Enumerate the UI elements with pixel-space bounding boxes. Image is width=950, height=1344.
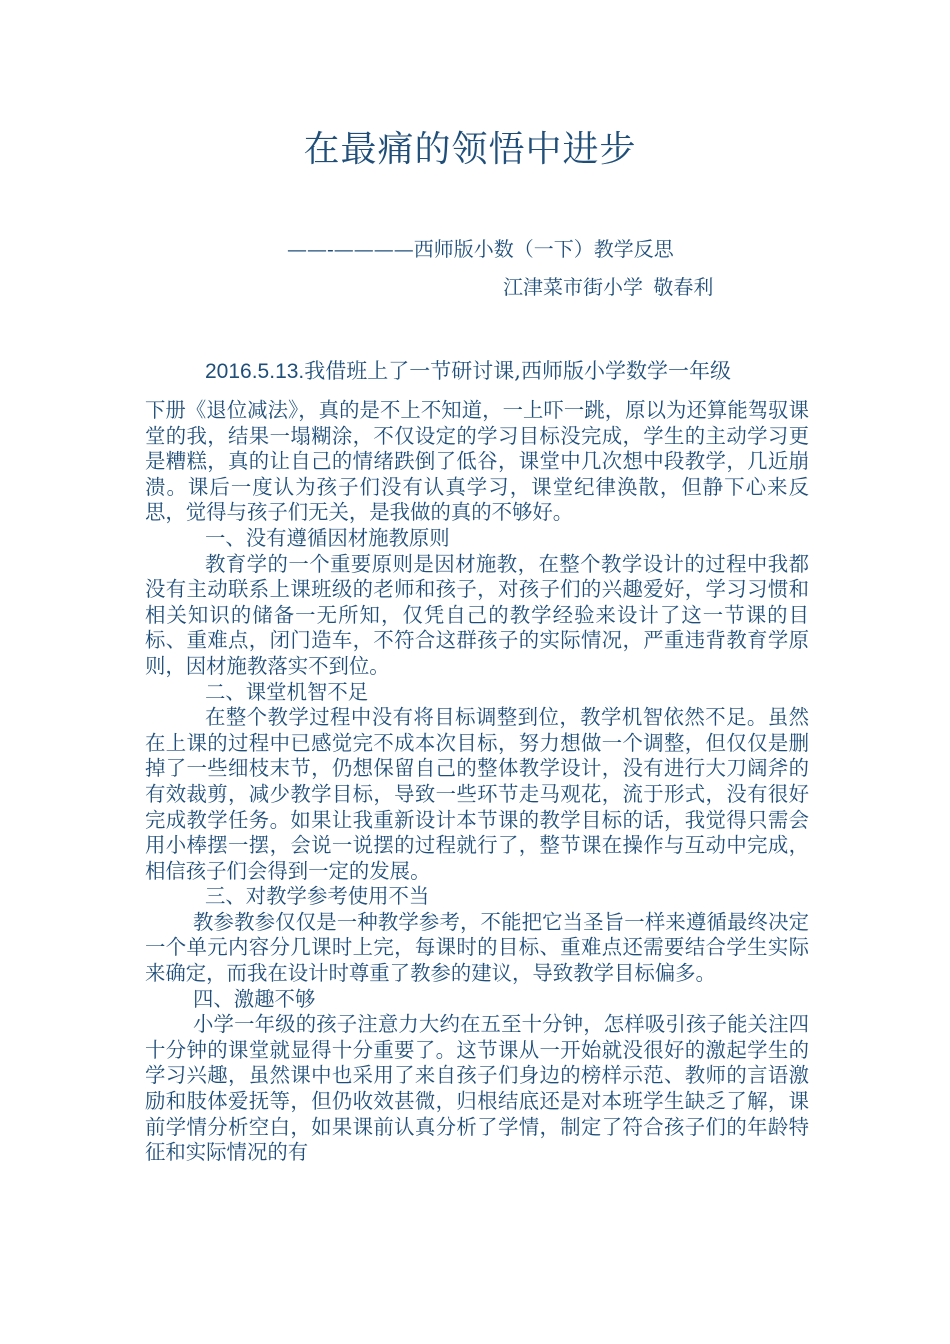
- section-heading: 三、对教学参考使用不当: [205, 884, 430, 909]
- document-title: 在最痛的领悟中进步: [303, 129, 637, 170]
- document-author: 江津菜市街小学 敬春利: [503, 275, 714, 299]
- section-heading: 一、没有遵循因材施教原则: [205, 525, 450, 550]
- lead-line: [205, 356, 809, 387]
- document-subtitle: ——-————西师版小数（一下）教学反思: [287, 237, 674, 261]
- section-heading: 二、课堂机智不足: [205, 679, 369, 704]
- body-paragraph: 在整个教学过程中没有将目标调整到位，教学机智依然不足。虽然在上课的过程中已感觉完不成本次目标，努力想做一个调整，但仅仅是删掉了一些细枝末节，仍想保留自己的整体教学设计，没有进行大刀阔斧的有效裁剪，减少教学目标，导致一些环节走马观花，流于形式，没有很好完成教学任务。如果让我重新设计本节课的教学目标的话，我觉得只需会用小棒摆一摆，会说一说摆的过程就行了，整节课在操作与互动中完成，相信孩子们会得到一定的发展。: [145, 705, 809, 883]
- body-paragraph: 教育学的一个重要原则是因材施教，在整个教学设计的过程中我都没有主动联系上课班级的老师和孩子，对孩子们的兴趣爱好，学习习惯和相关知识的储备一无所知，仅凭自己的教学经验来设计了这一节课的目标、重难点，闭门造车，不符合这群孩子的实际情况，严重违背教育学原则，因材施教落实不到位。: [145, 551, 809, 678]
- lead-text: 我借班上了一节研讨课,西师版小学数学一年级: [304, 359, 731, 383]
- body-paragraph: 小学一年级的孩子注意力大约在五至十分钟，怎样吸引孩子能关注四十分钟的课堂就显得十分重要了。这节课从一开始就没很好的激起学生的学习兴趣，虽然课中也采用了来自孩子们身边的榜样示范、教师的言语激励和肢体爱抚等，但仍收效甚微，归根结底还是对本班学生缺乏了解，课前学情分析空白，如果课前认真分析了学情，制定了符合孩子们的年龄特征和实际情况的有: [145, 1012, 809, 1165]
- document-body: [145, 398, 809, 1166]
- body-paragraph: 下册《退位减法》，真的是不上不知道，一上吓一跳，原以为还算能驾驭课堂的我，结果一塌糊涂，不仅设定的学习目标没完成，学生的主动学习更是糟糕，真的让自己的情绪跌倒了低谷，课堂中几次想中段教学，几近崩溃。课后一度认为孩子们没有认真学习，课堂纪律涣散，但静下心来反思，觉得与孩子们无关，是我做的真的不够好。: [145, 398, 809, 525]
- lead-date: 2016.5.13.: [205, 360, 305, 383]
- section-heading: 四、激趣不够: [193, 986, 316, 1011]
- body-paragraph: 教参教参仅仅是一种教学参考，不能把它当圣旨一样来遵循最终决定一个单元内容分几课时上完，每课时的目标、重难点还需要结合学生实际来确定，而我在设计时尊重了教参的建议，导致教学目标偏多。: [145, 909, 809, 986]
